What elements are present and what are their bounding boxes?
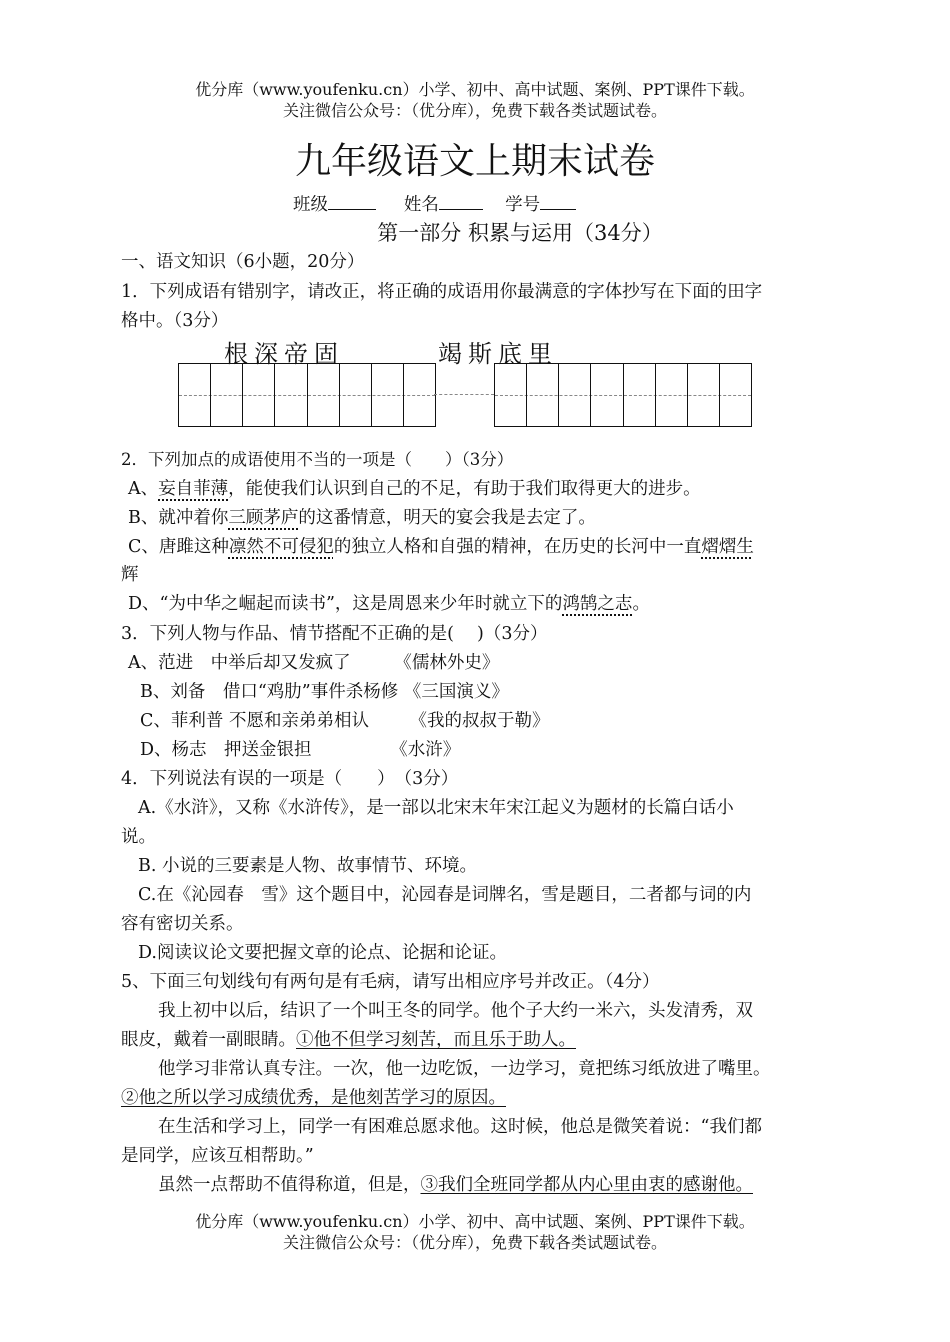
id-blank[interactable]: [540, 193, 576, 210]
grid-cell[interactable]: [211, 364, 243, 426]
q3-option-a: A、范进 中举后却又发疯了 《儒林外史》: [128, 653, 500, 673]
q4-option-d: D.阅读议论文要把握文章的论点、论据和论证。: [138, 943, 507, 963]
q4-option-a-line-2: 说。: [121, 827, 156, 847]
q3-stem: 3．下列人物与作品、情节搭配不正确的是( )（3分）: [121, 624, 548, 644]
q2-c-marked-idiom-2: 熠熠生: [701, 537, 754, 557]
q1-text-line-1: 1．下列成语有错别字，请改正，将正确的成语用你最满意的字体抄写在下面的田字: [121, 282, 763, 302]
grid-cell[interactable]: [656, 364, 688, 426]
q2-c-marked-idiom: 凛然不可侵犯: [228, 537, 334, 557]
tianzi-grid-1[interactable]: [178, 363, 436, 427]
footer-line-1: 优分库（www.youfenku.cn）小学、初中、高中试题、案例、PPT课件下载。: [195, 1212, 755, 1231]
q2-option-c: [128, 535, 754, 559]
part-heading: 第一部分 积累与运用（34分）: [377, 221, 663, 245]
q5-paragraph-2-line-2: [121, 1086, 506, 1110]
grid-cell[interactable]: [591, 364, 623, 426]
grid-cell[interactable]: [559, 364, 591, 426]
grid-cell[interactable]: [372, 364, 404, 426]
q2-b-prefix: B、就冲着你: [128, 508, 229, 528]
header-line-2: 关注微信公众号：（优分库），免费下载各类试题试卷。: [282, 101, 667, 120]
grid-gap-line: [434, 394, 494, 395]
q2-c-prefix: C、唐雎这种: [128, 537, 229, 557]
class-label: 班级: [293, 195, 328, 215]
q5-paragraph-2-line-1: 他学习非常认真专注。一次，他一边吃饭，一边学习，竟把练习纸放进了嘴里。: [158, 1059, 771, 1079]
q2-option-c-continued: 辉: [121, 565, 139, 585]
q4-option-a-line-1: A.《水浒》，又称《水浒传》，是一部以北宋末年宋江起义为题材的长篇白话小: [138, 798, 734, 818]
student-info: [293, 193, 576, 217]
q2-d-marked-idiom: 鸿鹄之志: [562, 594, 633, 614]
grid-cell[interactable]: [404, 364, 435, 426]
q2-d-prefix: D、“为中华之崛起而读书”，这是周恩来少年时就立下的: [128, 594, 563, 614]
q5-underlined-sentence-2: ②他之所以学习成绩优秀，是他刻苦学习的原因。: [121, 1088, 506, 1108]
class-blank[interactable]: [328, 193, 376, 210]
q4-option-c-line-2: 容有密切关系。: [121, 914, 244, 934]
grid-cell[interactable]: [243, 364, 275, 426]
q2-option-b: [128, 506, 596, 530]
q4-option-b: B. 小说的三要素是人物、故事情节、环境。: [138, 856, 477, 876]
q3-option-d: D、杨志 押送金银担 《水浒》: [140, 740, 461, 760]
header-line-1: 优分库（www.youfenku.cn）小学、初中、高中试题、案例、PPT课件下载。: [195, 80, 755, 99]
grid-cell[interactable]: [179, 364, 211, 426]
grid-cell[interactable]: [340, 364, 372, 426]
q5-p4-text: 虽然一点帮助不值得称道，但是，: [158, 1175, 421, 1195]
q4-stem: 4．下列说法有误的一项是（ ） （3分）: [121, 769, 459, 789]
q1-idiom-1: 根深帝固: [224, 340, 344, 368]
q2-a-rest: ，能使我们认识到自己的不足，有助于我们取得更大的进步。: [228, 479, 701, 499]
q1-idiom-2: 竭斯底里: [438, 340, 558, 368]
section-heading: 一、语文知识（6小题，20分）: [121, 252, 365, 272]
q2-d-rest: 。: [632, 594, 650, 614]
name-label: 姓名: [403, 195, 439, 215]
q2-b-rest: 的这番情意，明天的宴会我是去定了。: [298, 508, 596, 528]
grid-cell[interactable]: [495, 364, 527, 426]
grid-cell[interactable]: [527, 364, 559, 426]
q2-stem: 2．下列加点的成语使用不当的一项是（ ）（3分）: [121, 450, 514, 469]
q2-option-d: [128, 592, 650, 616]
q5-stem: 5、下面三句划线句有两句是有毛病，请写出相应序号并改正。（4分）: [121, 972, 660, 992]
name-blank[interactable]: [439, 193, 483, 210]
q5-p1-text: 眼皮，戴着一副眼睛。: [121, 1030, 296, 1050]
id-label: 学号: [505, 195, 541, 215]
grid-cell[interactable]: [688, 364, 720, 426]
q4-option-c-line-1: C.在《沁园春 雪》这个题目中，沁园春是词牌名，雪是题目，二者都与词的内: [138, 885, 752, 905]
q1-text-line-2: 格中。（3分）: [121, 311, 229, 331]
q2-a-marked-idiom: 妄自菲薄: [158, 479, 229, 499]
grid-cell[interactable]: [275, 364, 307, 426]
grid-cell[interactable]: [624, 364, 656, 426]
q5-paragraph-3-line-1: 在生活和学习上，同学一有困难总愿求他。这时候，他总是微笑着说：“我们都: [158, 1117, 762, 1137]
q3-option-b: B、刘备 借口“鸡肋”事件杀杨修 《三国演义》: [140, 682, 509, 702]
q2-c-middle: 的独立人格和自强的精神，在历史的长河中一直: [333, 537, 702, 557]
q2-a-prefix: A、: [128, 479, 159, 499]
q2-b-marked-idiom: 三顾茅庐: [228, 508, 299, 528]
grid-cell[interactable]: [308, 364, 340, 426]
q5-paragraph-3-line-2: 是同学，应该互相帮助。”: [121, 1146, 314, 1166]
q5-underlined-sentence-1: ①他不但学习刻苦，而且乐于助人。: [296, 1030, 576, 1050]
tianzi-grid-2[interactable]: [494, 363, 752, 427]
page-title: 九年级语文上期末试卷: [294, 141, 655, 182]
q5-underlined-sentence-3: ③我们全班同学都从内心里由衷的感谢他。: [420, 1175, 753, 1195]
grid-cell[interactable]: [720, 364, 751, 426]
q5-paragraph-1-line-2: [121, 1028, 576, 1052]
q2-option-a: [128, 477, 701, 501]
footer-line-2: 关注微信公众号：（优分库），免费下载各类试题试卷。: [282, 1233, 667, 1252]
q5-paragraph-1-line-1: 我上初中以后，结识了一个叫王冬的同学。他个子大约一米六，头发清秀，双: [158, 1001, 753, 1021]
q5-paragraph-4: [158, 1173, 753, 1197]
q3-option-c: C、菲利普 不愿和亲弟弟相认 《我的叔叔于勒》: [140, 711, 550, 731]
